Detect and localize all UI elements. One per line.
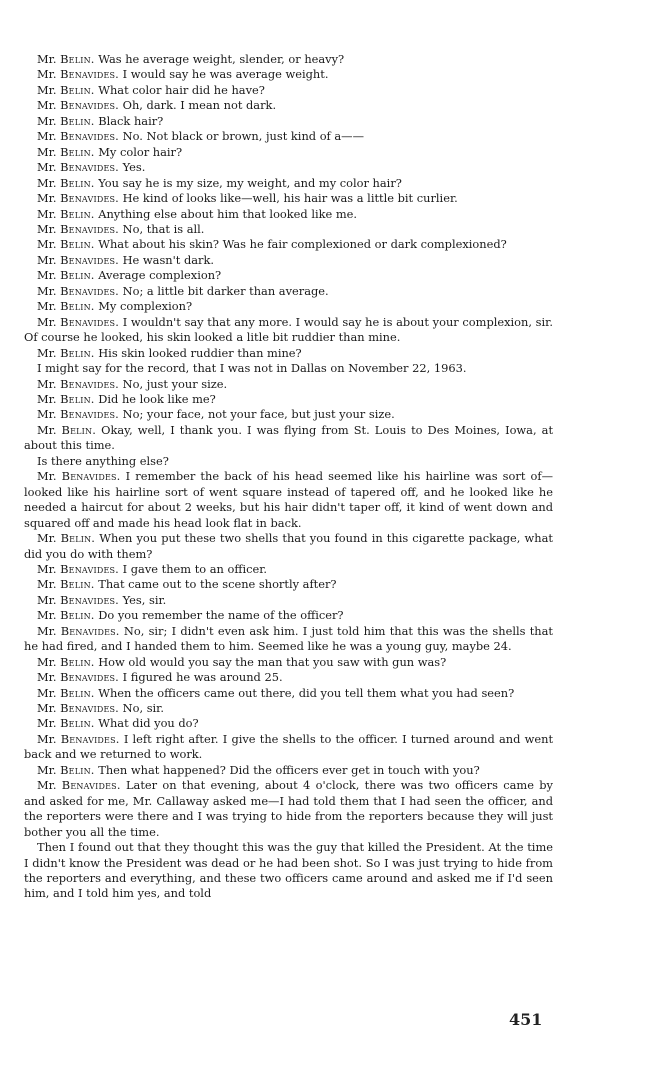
paragraph-text: Was he average weight, slender, or heavy?: [98, 52, 345, 66]
testimony-paragraph: [24, 207, 553, 222]
testimony-paragraph: [24, 608, 553, 623]
speaker-title: Mr.: [37, 268, 57, 283]
speaker-name: Benavides.: [60, 252, 119, 267]
speaker-name: Belin.: [60, 391, 95, 406]
paragraph-text: When you put these two shells that you found in this cigarette package, what did you do with them?: [24, 531, 553, 561]
speaker-name: Benavides.: [60, 67, 119, 82]
speaker-name: Benavides.: [60, 160, 119, 175]
paragraph-text: Anything else about him that looked like me.: [98, 206, 358, 221]
speaker-title: Mr.: [37, 144, 57, 159]
speaker-name: Belin.: [60, 82, 95, 97]
testimony-paragraph: [24, 284, 553, 299]
speaker-title: Mr.: [37, 67, 57, 82]
testimony-paragraph: [24, 392, 553, 407]
speaker-title: Mr.: [37, 237, 57, 252]
paragraph-text: I wouldn't say that any more. I would say he is about your complexion, sir. Of course he looked, his skin looked a litle bit ruddier than mine.: [24, 314, 553, 345]
testimony-paragraph: [24, 454, 553, 469]
paragraph-text: No; your face, not your face, but just your size.: [122, 407, 395, 422]
paragraph-text: I might say for the record, that I was not in Dallas on November 22, 1963.: [37, 361, 467, 376]
speaker-title: Mr.: [37, 407, 57, 422]
testimony-paragraph: [24, 98, 553, 113]
speaker-title: Mr.: [37, 778, 57, 793]
paragraph-text: Is there anything else?: [37, 453, 169, 468]
speaker-title: Mr.: [37, 608, 57, 623]
paragraph-text: My color hair?: [98, 144, 183, 159]
testimony-paragraph: [24, 593, 553, 608]
testimony-paragraph: [24, 670, 553, 685]
speaker-name: Belin.: [60, 716, 95, 731]
paragraph-text: No, sir; I didn't even ask him. I just told him that this was the shells that he had fired, and I handed them to him. Seemed like he was a young guy, maybe 24.: [24, 623, 553, 654]
speaker-title: Mr.: [37, 716, 57, 731]
testimony-paragraph: [24, 732, 553, 763]
speaker-name: Belin.: [60, 577, 95, 592]
speaker-name: Belin.: [60, 685, 95, 700]
speaker-name: Belin.: [61, 422, 97, 437]
speaker-title: Mr.: [37, 160, 57, 175]
testimony-paragraph: [24, 52, 553, 67]
testimony-paragraph: [24, 145, 553, 160]
paragraph-text: What did you do?: [98, 716, 199, 731]
paragraph-text: I would say he was average weight.: [122, 67, 329, 82]
paragraph-text: I remember the back of his head seemed like his hairline was sort of—looked like his hairline sort of went square instead of tapered off, and he looked like he needed a haircut for about 2 weeks, but his hair didn't taper off, it kind of went down and squared off and made his head look flat in back.: [24, 469, 553, 530]
testimony-paragraph: [24, 716, 553, 731]
testimony-paragraph: [24, 67, 553, 82]
paragraph-text: No. Not black or brown, just kind of a——: [122, 129, 364, 144]
testimony-paragraph: [24, 268, 553, 283]
paragraph-text: I figured he was around 25.: [122, 670, 283, 685]
speaker-title: Mr.: [37, 422, 57, 437]
page-number: 451: [509, 1010, 543, 1029]
testimony-paragraph: [24, 191, 553, 206]
speaker-title: Mr.: [37, 345, 57, 360]
speaker-title: Mr.: [37, 299, 57, 314]
speaker-name: Belin.: [60, 175, 95, 190]
speaker-title: Mr.: [37, 98, 57, 113]
speaker-name: Belin.: [60, 206, 95, 221]
speaker-name: Belin.: [60, 531, 96, 546]
speaker-title: Mr.: [37, 762, 57, 777]
speaker-name: Benavides.: [60, 407, 119, 422]
paragraph-text: Yes.: [122, 160, 146, 175]
speaker-title: Mr.: [37, 623, 57, 638]
speaker-name: Benavides.: [60, 731, 120, 746]
paragraph-text: Did he look like me?: [98, 391, 216, 406]
speaker-title: Mr.: [37, 731, 57, 746]
speaker-title: Mr.: [37, 531, 57, 546]
testimony-text: [24, 52, 553, 902]
speaker-name: Benavides.: [60, 592, 119, 607]
paragraph-text: Yes, sir.: [122, 592, 167, 607]
paragraph-text: His skin looked ruddier than mine?: [98, 345, 302, 360]
testimony-paragraph: [24, 253, 553, 268]
speaker-name: Belin.: [60, 237, 95, 252]
speaker-title: Mr.: [37, 82, 57, 97]
testimony-paragraph: [24, 114, 553, 129]
paragraph-text: He kind of looks like—well, his hair was a little bit curlier.: [122, 191, 458, 206]
speaker-title: Mr.: [37, 221, 57, 236]
speaker-title: Mr.: [37, 561, 57, 576]
paragraph-text: Later on that evening, about 4 o'clock, there was two officers came by and asked for me, Mr. Callaway asked me—I had told them that I had seen the officer, and the reporters were there and I was trying to hide from the reporters because they will just bother you all the time.: [24, 778, 553, 839]
speaker-name: Benavides.: [61, 778, 121, 793]
speaker-title: Mr.: [37, 701, 57, 716]
paragraph-text: No, sir.: [122, 701, 164, 716]
speaker-name: Benavides.: [60, 283, 119, 298]
testimony-paragraph: [24, 299, 553, 314]
testimony-paragraph: [24, 840, 553, 902]
paragraph-text: Black hair?: [98, 113, 164, 128]
testimony-paragraph: [24, 315, 553, 346]
speaker-name: Benavides.: [60, 129, 119, 144]
speaker-name: Belin.: [60, 345, 95, 360]
speaker-title: Mr.: [37, 129, 57, 144]
speaker-title: Mr.: [37, 685, 57, 700]
testimony-paragraph: [24, 361, 553, 376]
testimony-paragraph: [24, 778, 553, 840]
speaker-name: Benavides.: [60, 221, 119, 236]
testimony-paragraph: [24, 237, 553, 252]
paragraph-text: Then I found out that they thought this was the guy that killed the President. At the time I didn't know the President was dead or he had been shot. So I was just trying to hide from the reporters and everything, and these two officers came around and asked me if I'd seen him, and I told him yes, and told: [24, 840, 553, 901]
speaker-title: Mr.: [37, 206, 57, 221]
speaker-title: Mr.: [37, 314, 57, 329]
testimony-paragraph: [24, 624, 553, 655]
speaker-title: Mr.: [37, 191, 57, 206]
paragraph-text: He wasn't dark.: [122, 252, 215, 267]
speaker-name: Benavides.: [60, 376, 119, 391]
testimony-paragraph: [24, 346, 553, 361]
speaker-name: Benavides.: [60, 670, 119, 685]
speaker-title: Mr.: [37, 391, 57, 406]
testimony-paragraph: [24, 83, 553, 98]
speaker-title: Mr.: [37, 592, 57, 607]
speaker-name: Benavides.: [60, 701, 119, 716]
testimony-paragraph: [24, 469, 553, 531]
speaker-title: Mr.: [37, 175, 57, 190]
paragraph-text: You say he is my size, my weight, and my color hair?: [98, 175, 402, 190]
testimony-paragraph: [24, 655, 553, 670]
speaker-title: Mr.: [37, 283, 57, 298]
testimony-paragraph: [24, 176, 553, 191]
speaker-name: Benavides.: [60, 314, 120, 329]
speaker-name: Belin.: [60, 144, 95, 159]
speaker-title: Mr.: [37, 577, 57, 592]
speaker-title: Mr.: [37, 376, 57, 391]
testimony-paragraph: [24, 129, 553, 144]
testimony-paragraph: [24, 377, 553, 392]
testimony-paragraph: [24, 763, 553, 778]
paragraph-text: That came out to the scene shortly after?: [98, 577, 337, 592]
paragraph-text: Average complexion?: [98, 268, 222, 283]
paragraph-text: I left right after. I give the shells to the officer. I turned around and went back and we returned to work.: [24, 731, 554, 762]
testimony-paragraph: [24, 531, 553, 562]
speaker-title: Mr.: [37, 252, 57, 267]
paragraph-text: Do you remember the name of the officer?: [98, 608, 344, 623]
speaker-title: Mr.: [37, 469, 57, 484]
testimony-paragraph: [24, 423, 553, 454]
speaker-name: Benavides.: [60, 98, 119, 113]
paragraph-text: No; a little bit darker than average.: [122, 283, 329, 298]
testimony-paragraph: [24, 407, 553, 422]
speaker-title: Mr.: [37, 52, 57, 66]
speaker-name: Belin.: [60, 299, 95, 314]
speaker-name: Belin.: [60, 608, 95, 623]
testimony-paragraph: [24, 222, 553, 237]
paragraph-text: Okay, well, I thank you. I was flying from St. Louis to Des Moines, Iowa, at about this time.: [24, 422, 554, 453]
paragraph-text: No, that is all.: [122, 221, 205, 236]
speaker-name: Belin.: [60, 52, 95, 66]
paragraph-text: What color hair did he have?: [98, 82, 265, 97]
speaker-title: Mr.: [37, 670, 57, 685]
speaker-name: Benavides.: [60, 191, 119, 206]
testimony-paragraph: [24, 160, 553, 175]
speaker-name: Benavides.: [60, 623, 120, 638]
paragraph-text: Oh, dark. I mean not dark.: [122, 98, 277, 113]
testimony-paragraph: [24, 577, 553, 592]
speaker-name: Belin.: [60, 268, 95, 283]
paragraph-text: How old would you say the man that you saw with gun was?: [98, 654, 447, 669]
speaker-name: Belin.: [60, 113, 95, 128]
paragraph-text: My complexion?: [98, 299, 193, 314]
speaker-title: Mr.: [37, 113, 57, 128]
speaker-name: Benavides.: [60, 561, 119, 576]
speaker-name: Benavides.: [61, 469, 121, 484]
testimony-paragraph: [24, 562, 553, 577]
speaker-title: Mr.: [37, 654, 57, 669]
paragraph-text: I gave them to an officer.: [122, 561, 268, 576]
paragraph-text: Then what happened? Did the officers ever get in touch with you?: [98, 762, 480, 777]
paragraph-text: No, just your size.: [122, 376, 228, 391]
paragraph-text: When the officers came out there, did you tell them what you had seen?: [98, 685, 515, 700]
testimony-paragraph: [24, 686, 553, 701]
paragraph-text: What about his skin? Was he fair complexioned or dark complexioned?: [98, 237, 507, 252]
speaker-name: Belin.: [60, 654, 95, 669]
speaker-name: Belin.: [60, 762, 95, 777]
testimony-paragraph: [24, 701, 553, 716]
